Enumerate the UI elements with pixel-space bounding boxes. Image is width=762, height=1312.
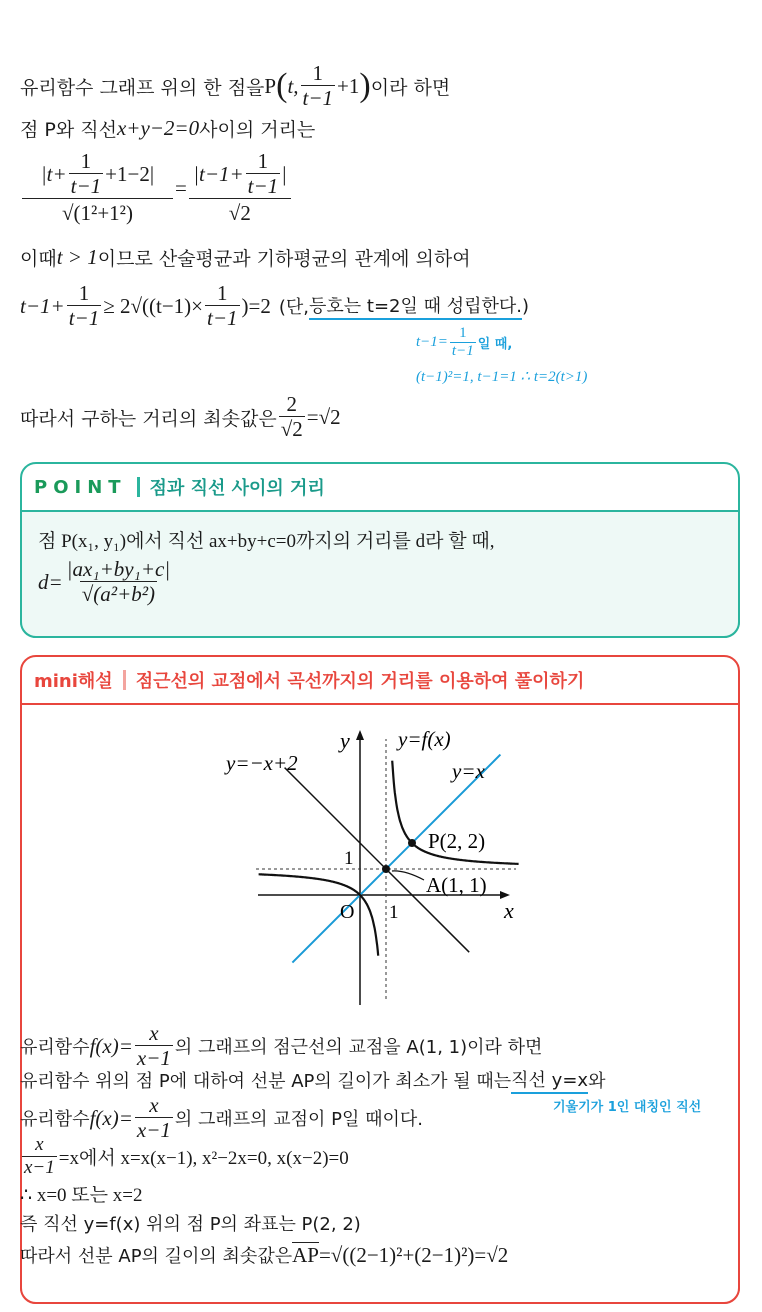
condition: t > 1 bbox=[56, 245, 98, 269]
text: 의 그래프의 교점이 P일 때이다. bbox=[174, 1109, 423, 1131]
denominator: x−1 bbox=[136, 1046, 171, 1071]
text: (t−1)²=1, t−1=1 ∴ t=2(t>1) bbox=[416, 369, 588, 385]
text: 유리함수 그래프 위의 한 점을 bbox=[20, 76, 265, 99]
mini-line-5: ∴ x=0 또는 x=2 bbox=[20, 1185, 143, 1206]
numerator: x bbox=[149, 1021, 159, 1045]
origin-label: O bbox=[340, 901, 355, 923]
text: 이므로 산술평균과 기하평균의 관계에 의하여 bbox=[97, 248, 471, 270]
numerator: 1 bbox=[80, 149, 92, 173]
text: 일 때, bbox=[477, 336, 513, 352]
fraction bbox=[22, 1135, 57, 1179]
mini-line-4 bbox=[20, 1135, 349, 1179]
denominator: √(a²+b²) bbox=[81, 582, 156, 607]
paren-close: ) bbox=[359, 67, 371, 105]
pointer-arrow-icon bbox=[392, 871, 424, 880]
point-title: 점과 직선 사이의 거리 bbox=[149, 478, 325, 499]
text: (단, bbox=[278, 297, 310, 319]
text: t−1+ bbox=[20, 293, 65, 318]
text: ) bbox=[522, 295, 530, 317]
underlined-text: 직선 y=x bbox=[511, 1066, 588, 1094]
numerator: 2 bbox=[286, 392, 297, 416]
text: 사이의 거리는 bbox=[199, 119, 316, 141]
text: +1−2| bbox=[105, 161, 155, 186]
point-a-label: A(1, 1) bbox=[426, 873, 487, 897]
mini-line-7 bbox=[20, 1242, 508, 1268]
side-note: 기울기가 1인 대칭인 직선 bbox=[553, 1100, 702, 1115]
text: ≥ 2√((t−1)× bbox=[103, 293, 204, 318]
text: =√2 bbox=[306, 404, 341, 429]
numerator: x bbox=[149, 1093, 159, 1117]
numerator: |ax₁+by₁+c| bbox=[66, 557, 171, 581]
text: f(x)= bbox=[89, 1033, 133, 1058]
point-badge: POINT bbox=[34, 476, 127, 498]
text: 와 bbox=[588, 1071, 606, 1092]
denominator: t−1 bbox=[302, 86, 334, 111]
denominator: √2 bbox=[189, 198, 291, 227]
denominator: t−1 bbox=[451, 342, 474, 359]
tick-x-1: 1 bbox=[389, 902, 399, 923]
text: 유리함수 bbox=[20, 1037, 90, 1059]
text: 이라 하면 bbox=[370, 76, 451, 99]
text: =√((2−1)²+(2−1)²)=√2 bbox=[318, 1242, 509, 1267]
segment-ap: AP bbox=[292, 1243, 319, 1267]
numerator: 1 bbox=[312, 61, 324, 85]
text: d= bbox=[38, 569, 63, 594]
tick-y-1: 1 bbox=[344, 848, 354, 869]
text: 점 P와 직선 bbox=[20, 119, 117, 141]
equality-condition: 등호는 t=2일 때 성립한다. bbox=[309, 292, 522, 320]
curve-label: y=f(x) bbox=[398, 727, 451, 751]
mini-line-1 bbox=[20, 1022, 542, 1070]
text: 의 그래프의 점근선의 교점을 A(1, 1)이라 하면 bbox=[174, 1037, 543, 1059]
mini-title: 점근선의 교점에서 곡선까지의 거리를 이용하여 풀이하기 bbox=[135, 671, 585, 692]
point-p-label: P(2, 2) bbox=[428, 829, 486, 853]
text: |t−1+ bbox=[193, 161, 244, 186]
line-y-eq-x bbox=[292, 755, 500, 963]
y-axis-label: y bbox=[340, 728, 350, 753]
text: )=2 bbox=[241, 293, 271, 318]
text: +1 bbox=[337, 73, 360, 98]
denominator: t−1 bbox=[247, 174, 279, 199]
numerator: x bbox=[35, 1134, 44, 1155]
text: 이때 bbox=[20, 248, 57, 270]
point-label: P bbox=[264, 73, 277, 98]
line-equation: x+y−2=0 bbox=[116, 116, 200, 140]
x-axis-label: x bbox=[504, 898, 514, 923]
paren-open: ( bbox=[276, 67, 288, 105]
text: 따라서 구하는 거리의 최솟값은 bbox=[20, 407, 277, 430]
denominator: t−1 bbox=[207, 306, 238, 331]
denominator: t−1 bbox=[68, 306, 100, 331]
text: 따라서 선분 AP의 길이의 최솟값은 bbox=[20, 1246, 293, 1267]
numerator: 1 bbox=[459, 325, 467, 341]
text: 유리함수 위의 점 P에 대하여 선분 AP의 길이가 최소가 될 때는 bbox=[20, 1071, 512, 1092]
denominator: t−1 bbox=[70, 174, 102, 199]
text: | bbox=[282, 161, 287, 186]
text: 유리함수 bbox=[20, 1109, 90, 1131]
denominator: x−1 bbox=[24, 1156, 55, 1178]
denominator: √2 bbox=[280, 417, 303, 442]
numerator: 1 bbox=[257, 149, 269, 173]
numerator: 1 bbox=[217, 281, 228, 305]
fraction bbox=[135, 1022, 173, 1070]
denominator: x−1 bbox=[136, 1118, 171, 1143]
mini-badge: mini해설 bbox=[34, 671, 113, 692]
line-neg-x-plus-2 bbox=[285, 768, 470, 953]
mini-line-2 bbox=[20, 1066, 605, 1094]
equals: = bbox=[174, 176, 187, 201]
coord-t: t, bbox=[287, 73, 299, 98]
text: f(x)= bbox=[89, 1105, 133, 1130]
line-y-eq-x-label: y=x bbox=[452, 759, 485, 783]
y-axis-arrow-icon bbox=[356, 730, 364, 740]
text: =x에서 x=x(x−1), x²−2x=0, x(x−2)=0 bbox=[58, 1148, 349, 1170]
denominator: √(1²+1²) bbox=[22, 198, 173, 227]
line-neg-label: y=−x+2 bbox=[226, 751, 298, 775]
mini-line-6: 즉 직선 y=f(x) 위의 점 P의 좌표는 P(2, 2) bbox=[20, 1214, 361, 1235]
text: t−1= bbox=[416, 333, 448, 350]
point-a bbox=[382, 865, 390, 873]
point-statement: 점 P(x₁, y₁)에서 직선 ax+by+c=0까지의 거리를 d라 할 때, bbox=[38, 531, 495, 552]
numerator: 1 bbox=[78, 281, 90, 305]
text: |t+ bbox=[40, 161, 67, 186]
point-p bbox=[408, 839, 416, 847]
